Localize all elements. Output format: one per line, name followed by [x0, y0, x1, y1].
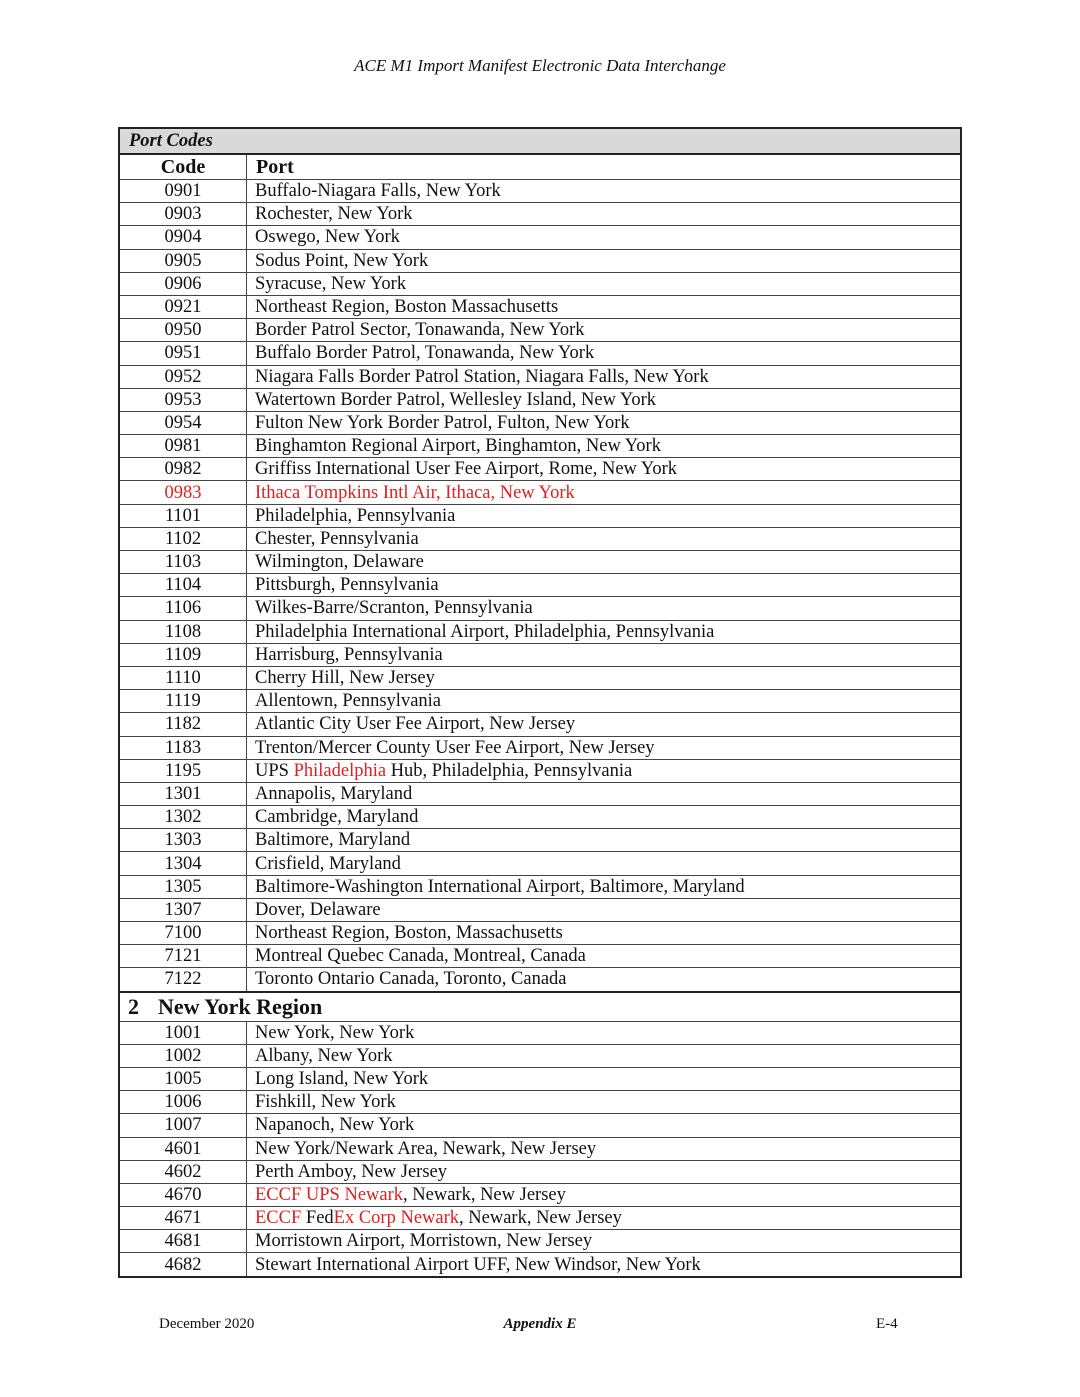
table-row: [119, 388, 961, 411]
port-name-cell: [247, 1183, 962, 1206]
port-text: Fed: [305, 1208, 334, 1229]
port-name-cell: Watertown Border Patrol, Wellesley Island, New York: [247, 388, 962, 411]
port-code-cell: 0983: [119, 481, 247, 504]
table-row: [119, 829, 961, 852]
port-name-cell: Wilmington, Delaware: [247, 551, 962, 574]
port-name-cell: Fulton New York Border Patrol, Fulton, New York: [247, 411, 962, 434]
port-name-cell: Northeast Region, Boston, Massachusetts: [247, 922, 962, 945]
document-header: ACE M1 Import Manifest Electronic Data Interchange: [354, 56, 726, 75]
table-row: [119, 203, 961, 226]
table-row: [119, 875, 961, 898]
port-name-cell: Northeast Region, Boston Massachusetts: [247, 295, 962, 318]
table-row: [119, 1183, 961, 1206]
port-name-cell: Griffiss International User Fee Airport, Rome, New York: [247, 458, 962, 481]
port-code-cell: 0950: [119, 319, 247, 342]
port-code-cell: 1106: [119, 597, 247, 620]
port-text: , Newark, New Jersey: [403, 1184, 566, 1205]
table-row: [119, 365, 961, 388]
port-name-cell: Ithaca Tompkins Intl Air, Ithaca, New York: [247, 481, 962, 504]
port-code-cell: 1305: [119, 875, 247, 898]
port-name-cell: Rochester, New York: [247, 203, 962, 226]
table-row: [119, 1230, 961, 1253]
port-name-cell: Montreal Quebec Canada, Montreal, Canada: [247, 945, 962, 968]
port-code-cell: 4670: [119, 1183, 247, 1206]
column-header-code: Code: [119, 154, 247, 180]
port-name-cell: Wilkes-Barre/Scranton, Pennsylvania: [247, 597, 962, 620]
port-name-cell: Cambridge, Maryland: [247, 806, 962, 829]
port-code-cell: 7122: [119, 968, 247, 992]
port-text: , Newark, New Jersey: [459, 1208, 622, 1229]
port-name-cell: Toronto Ontario Canada, Toronto, Canada: [247, 968, 962, 992]
port-name-cell: Niagara Falls Border Patrol Station, Niagara Falls, New York: [247, 365, 962, 388]
port-name-cell: Buffalo-Niagara Falls, New York: [247, 180, 962, 203]
table-row: [119, 1114, 961, 1137]
table-row: [119, 481, 961, 504]
port-name-cell: Sodus Point, New York: [247, 249, 962, 272]
port-code-cell: 0901: [119, 180, 247, 203]
table-row: [119, 597, 961, 620]
table-row: [119, 295, 961, 318]
table-row: [119, 1253, 961, 1277]
port-code-cell: 1303: [119, 829, 247, 852]
port-name-cell: Philadelphia International Airport, Philadelphia, Pennsylvania: [247, 620, 962, 643]
port-code-cell: 1109: [119, 643, 247, 666]
port-code-cell: 1006: [119, 1091, 247, 1114]
port-code-cell: 0903: [119, 203, 247, 226]
port-name-cell: Harrisburg, Pennsylvania: [247, 643, 962, 666]
port-name-cell: [247, 1207, 962, 1230]
footer-page-number: E-4: [876, 1316, 898, 1332]
table-row: [119, 435, 961, 458]
port-code-cell: 1102: [119, 527, 247, 550]
port-name-cell: Annapolis, Maryland: [247, 782, 962, 805]
table-row: [119, 249, 961, 272]
table-row: [119, 806, 961, 829]
port-code-cell: 1002: [119, 1044, 247, 1067]
port-name-cell: Napanoch, New York: [247, 1114, 962, 1137]
port-code-cell: 0904: [119, 226, 247, 249]
port-code-cell: 1103: [119, 551, 247, 574]
port-code-cell: 0906: [119, 272, 247, 295]
port-name-cell: Crisfield, Maryland: [247, 852, 962, 875]
table-row: [119, 1021, 961, 1044]
table-row: [119, 898, 961, 921]
port-name-cell: Trenton/Mercer County User Fee Airport, New Jersey: [247, 736, 962, 759]
region-number: 2: [128, 993, 139, 1019]
port-code-cell: 1182: [119, 713, 247, 736]
port-code-cell: 1183: [119, 736, 247, 759]
port-code-cell: 1304: [119, 852, 247, 875]
port-code-cell: 1101: [119, 504, 247, 527]
table-row: [119, 1044, 961, 1067]
port-code-cell: 0921: [119, 295, 247, 318]
table-row: [119, 504, 961, 527]
port-name-cell: Buffalo Border Patrol, Tonawanda, New York: [247, 342, 962, 365]
table-row: [119, 1137, 961, 1160]
port-code-cell: 0953: [119, 388, 247, 411]
table-row: [119, 226, 961, 249]
table-row: [119, 411, 961, 434]
table-row: [119, 272, 961, 295]
highlighted-text: Philadelphia: [293, 760, 387, 781]
port-name-cell: Baltimore-Washington International Airport, Baltimore, Maryland: [247, 875, 962, 898]
port-code-cell: 1110: [119, 666, 247, 689]
table-row: [119, 180, 961, 203]
port-name-cell: Dover, Delaware: [247, 898, 962, 921]
port-name-cell: Fishkill, New York: [247, 1091, 962, 1114]
footer-section: Appendix E: [503, 1316, 577, 1332]
port-name-cell: Morristown Airport, Morristown, New Jersey: [247, 1230, 962, 1253]
table-row: [119, 551, 961, 574]
port-name-cell: Atlantic City User Fee Airport, New Jersey: [247, 713, 962, 736]
table-row: [119, 759, 961, 782]
port-code-cell: 4671: [119, 1207, 247, 1230]
region-name: New York Region: [158, 993, 323, 1019]
region-heading: [119, 992, 961, 1022]
port-name-cell: New York/Newark Area, Newark, New Jersey: [247, 1137, 962, 1160]
port-code-cell: 4682: [119, 1253, 247, 1277]
region-heading-row: [119, 992, 961, 1022]
port-name-cell: Philadelphia, Pennsylvania: [247, 504, 962, 527]
port-name-cell: New York, New York: [247, 1021, 962, 1044]
table-row: [119, 1067, 961, 1090]
port-name-cell: Syracuse, New York: [247, 272, 962, 295]
table-row: [119, 852, 961, 875]
port-name-cell: Allentown, Pennsylvania: [247, 690, 962, 713]
port-name-cell: Cherry Hill, New Jersey: [247, 666, 962, 689]
port-code-cell: 4681: [119, 1230, 247, 1253]
port-code-cell: 0951: [119, 342, 247, 365]
table-row: [119, 620, 961, 643]
port-code-cell: 0905: [119, 249, 247, 272]
table-row: [119, 713, 961, 736]
port-code-cell: 4602: [119, 1160, 247, 1183]
port-code-cell: 1104: [119, 574, 247, 597]
port-name-cell: Stewart International Airport UFF, New Windsor, New York: [247, 1253, 962, 1277]
port-code-cell: 1001: [119, 1021, 247, 1044]
table-row: [119, 1207, 961, 1230]
port-code-cell: 1301: [119, 782, 247, 805]
port-name-cell: Oswego, New York: [247, 226, 962, 249]
port-code-cell: 1007: [119, 1114, 247, 1137]
port-name-cell: Perth Amboy, New Jersey: [247, 1160, 962, 1183]
port-name-cell: Long Island, New York: [247, 1067, 962, 1090]
table-row: [119, 1091, 961, 1114]
port-code-cell: 4601: [119, 1137, 247, 1160]
footer-date: December 2020: [159, 1316, 255, 1332]
table-row: [119, 458, 961, 481]
table-row: [119, 690, 961, 713]
port-code-cell: 1195: [119, 759, 247, 782]
table-row: [119, 342, 961, 365]
port-name-cell: Chester, Pennsylvania: [247, 527, 962, 550]
port-code-cell: 1302: [119, 806, 247, 829]
column-header-row: [119, 154, 961, 180]
port-name-cell: Pittsburgh, Pennsylvania: [247, 574, 962, 597]
port-code-cell: 7100: [119, 922, 247, 945]
table-row: [119, 1160, 961, 1183]
port-code-cell: 1005: [119, 1067, 247, 1090]
port-code-cell: 7121: [119, 945, 247, 968]
port-code-cell: 1119: [119, 690, 247, 713]
table-row: [119, 666, 961, 689]
port-code-cell: 1307: [119, 898, 247, 921]
port-code-cell: 0952: [119, 365, 247, 388]
highlighted-text: ECCF: [255, 1208, 306, 1229]
port-code-cell: 0982: [119, 458, 247, 481]
table-row: [119, 968, 961, 992]
port-code-cell: 0954: [119, 411, 247, 434]
table-row: [119, 782, 961, 805]
table-row: [119, 527, 961, 550]
port-text: UPS: [255, 760, 294, 781]
table-row: [119, 319, 961, 342]
port-name-cell: Binghamton Regional Airport, Binghamton, New York: [247, 435, 962, 458]
port-name-cell: Albany, New York: [247, 1044, 962, 1067]
table-row: [119, 922, 961, 945]
port-name-cell: [247, 759, 962, 782]
column-header-port: Port: [247, 154, 962, 180]
table-row: [119, 736, 961, 759]
highlighted-text: ECCF UPS Newark: [255, 1184, 404, 1205]
port-name-cell: Baltimore, Maryland: [247, 829, 962, 852]
port-name-cell: Border Patrol Sector, Tonawanda, New York: [247, 319, 962, 342]
table-row: [119, 945, 961, 968]
table-title-row: [119, 128, 961, 154]
highlighted-text: Ex Corp Newark: [333, 1208, 460, 1229]
port-codes-table: [118, 127, 962, 1278]
port-text: Hub, Philadelphia, Pennsylvania: [386, 760, 633, 781]
port-code-cell: 0981: [119, 435, 247, 458]
table-row: [119, 643, 961, 666]
port-code-cell: 1108: [119, 620, 247, 643]
table-title: Port Codes: [119, 128, 961, 154]
table-row: [119, 574, 961, 597]
